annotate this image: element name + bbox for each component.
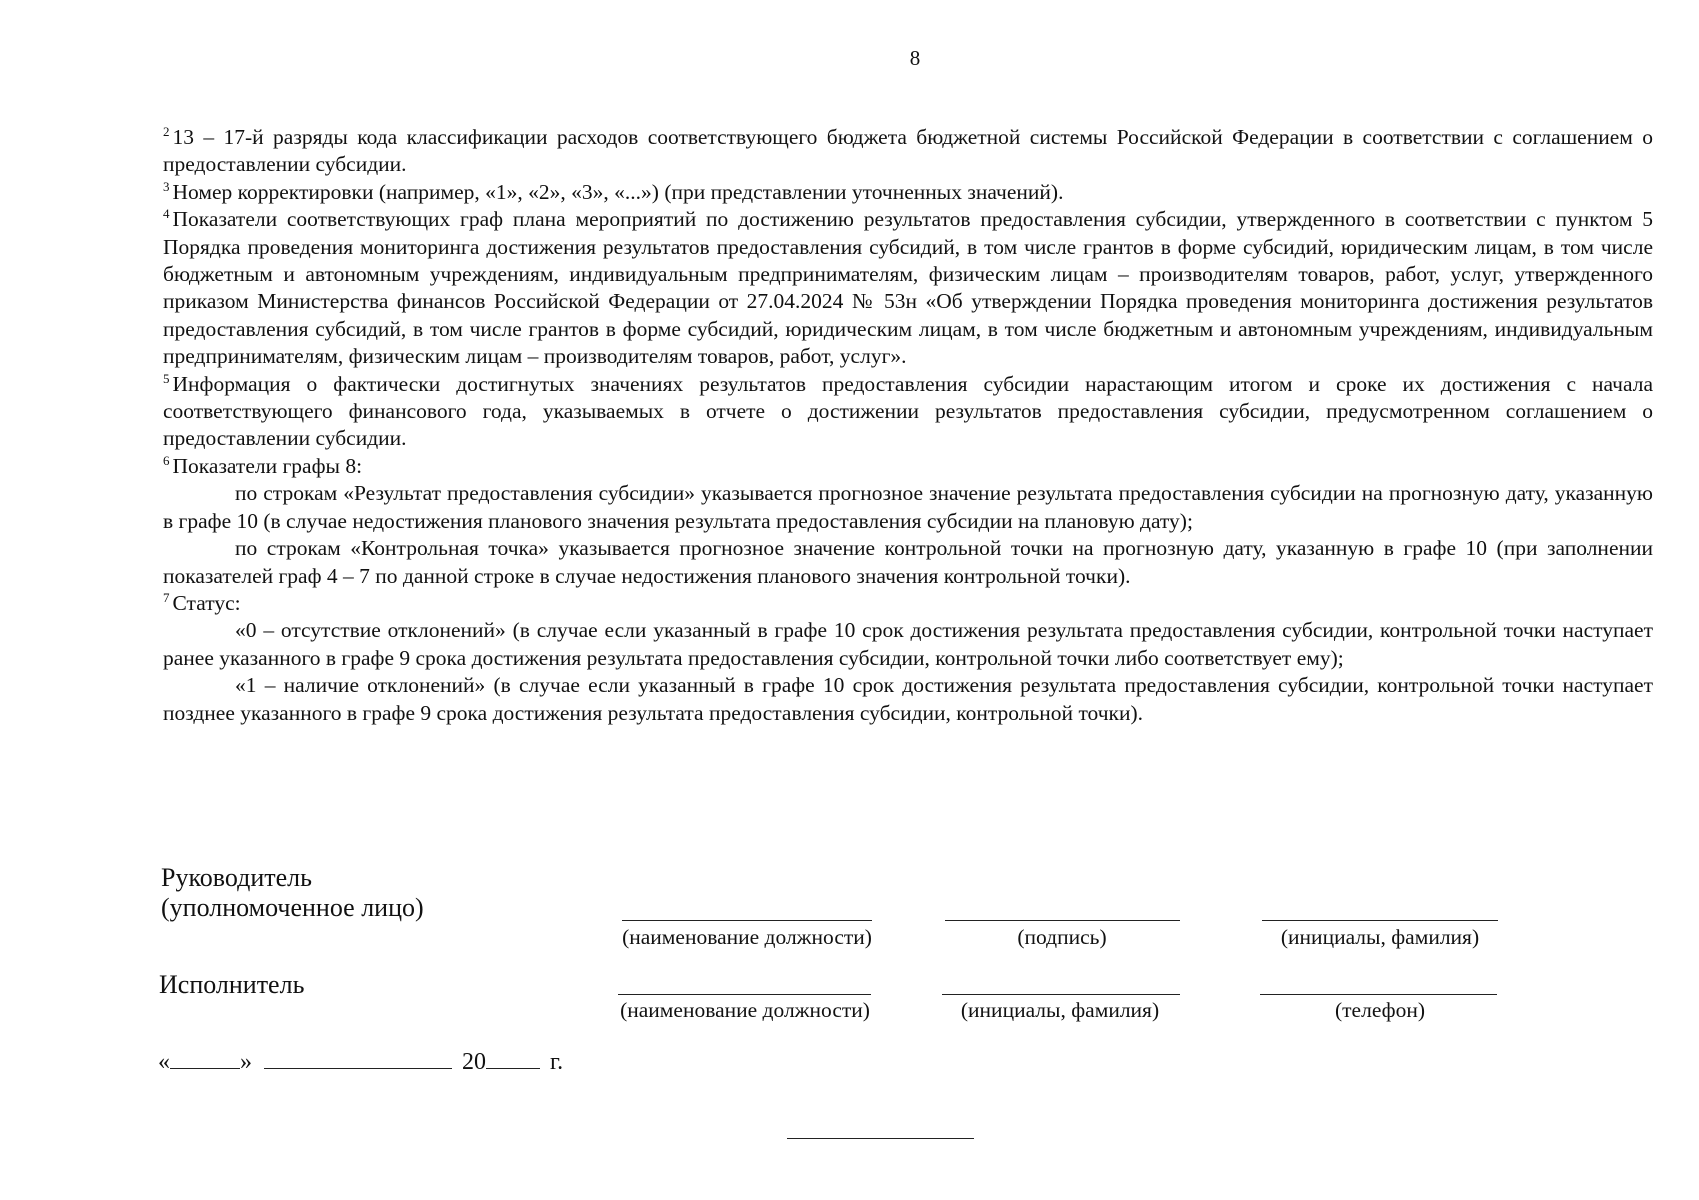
month-blank <box>264 1048 452 1069</box>
head-signature-line <box>945 920 1180 921</box>
bottom-separator <box>787 1138 974 1139</box>
footnote-mark: 2 <box>163 124 170 139</box>
footnote-mark: 4 <box>163 206 170 222</box>
footnote-7-paragraph: «1 – наличие отклонений» (в случае если указанный в графе 10 срок достижения результата предоставления субсидии, контрольной точки наступает позднее указанного в графе 9 срока достижения результата предоставления субсидии, контрольной точки). <box>163 673 1653 725</box>
footnote-5 <box>163 371 1653 453</box>
footnote-7-paragraph: «0 – отсутствие отклонений» (в случае если указанный в графе 10 срок достижения результата предоставления субсидии, контрольной точки наступает ранее указанного в графе 9 срока достижения результата предоставления субсидии, контрольной точки либо соответствует ему); <box>163 618 1653 670</box>
footnote-text: 13 – 17-й разряды кода классификации расходов соответствующего бюджета бюджетной системы Российской Федерации в соответствии с соглашением о предоставлении субсидии. <box>163 125 1653 177</box>
head-label: Руководитель <box>161 863 312 892</box>
executor-position-line <box>618 994 871 995</box>
year-blank <box>486 1048 540 1069</box>
executor-name-line <box>942 994 1180 995</box>
date-line <box>158 1048 563 1076</box>
footnotes <box>163 124 1653 727</box>
footnote-text: Номер корректировки (например, «1», «2», «3», «...») (при представлении уточненных значений). <box>172 179 1064 204</box>
footnote-7 <box>163 590 1653 617</box>
executor-phone-line <box>1260 994 1497 995</box>
footnote-6-paragraph: по строкам «Контрольная точка» указывается прогнозное значение контрольной точки на прогнозную дату, указанную в графе 10 (при заполнении показателей граф 4 – 7 по данной строке в случае недостижения планового значения контрольной точки). <box>163 536 1653 588</box>
year-suffix: г. <box>550 1049 564 1075</box>
page-number: 8 <box>909 46 921 70</box>
executor-name-caption: (инициалы, фамилия) <box>960 998 1160 1022</box>
head-signature-caption: (подпись) <box>1017 925 1107 949</box>
footnote-2 <box>163 124 1653 179</box>
footnote-mark: 3 <box>163 178 170 194</box>
footnote-mark: 7 <box>163 589 170 605</box>
footnote-3 <box>163 179 1653 206</box>
footnote-6 <box>163 453 1653 480</box>
footnote-mark: 5 <box>163 370 170 386</box>
footnote-text: Информация о фактически достигнутых значениях результатов предоставления субсидии нарастающим итогом и сроке их достижения с начала соответствующего финансового года, указываемых в отчете о достижении результатов предоставления субсидии, предусмотренном соглашением о предоставлении субсидии. <box>163 371 1653 451</box>
head-name-caption: (инициалы, фамилия) <box>1280 925 1480 949</box>
head-name-line <box>1262 920 1498 921</box>
footnote-text: Показатели графы 8: <box>172 453 363 478</box>
date-open-quote: « <box>158 1049 170 1075</box>
executor-phone-caption: (телефон) <box>1335 998 1425 1022</box>
year-prefix: 20 <box>462 1049 486 1075</box>
day-blank <box>170 1048 240 1069</box>
footnote-text: Статус: <box>172 590 241 615</box>
executor-label: Исполнитель <box>159 970 305 999</box>
head-position-line <box>622 920 872 921</box>
head-label-authorized: (уполномоченное лицо) <box>161 893 424 922</box>
executor-position-caption: (наименование должности) <box>620 998 870 1022</box>
footnote-6-paragraph: по строкам «Результат предоставления субсидии» указывается прогнозное значение результата предоставления субсидии на прогнозную дату, указанную в графе 10 (в случае недостижения планового значения результата предоставления субсидии на плановую дату); <box>163 481 1653 533</box>
footnote-4 <box>163 206 1653 370</box>
footnote-mark: 6 <box>163 452 170 468</box>
date-close-quote: » <box>240 1049 252 1075</box>
head-position-caption: (наименование должности) <box>622 925 872 949</box>
footnote-text: Показатели соответствующих граф плана мероприятий по достижению результатов предоставления субсидии, утвержденного в соответствии с пунктом 5 Порядка проведения мониторинга достижения результатов предоставления субсидий, в том числе грантов в форме субсидий, юридическим лицам, в том числе бюджетным и автономным учреждениям, индивидуальным предпринимателям, физическим лицам – производителям товаров, работ, услуг, утвержденного приказом Министерства финансов Российской Федерации от 27.04.2024 № 53н «Об утверждении Порядка проведения мониторинга достижения результатов предоставления субсидий, в том числе грантов в форме субсидий, юридическим лицам, в том числе бюджетным и автономным учреждениям, индивидуальным предпринимателям, физическим лицам – производителям товаров, работ, услуг». <box>163 207 1653 369</box>
